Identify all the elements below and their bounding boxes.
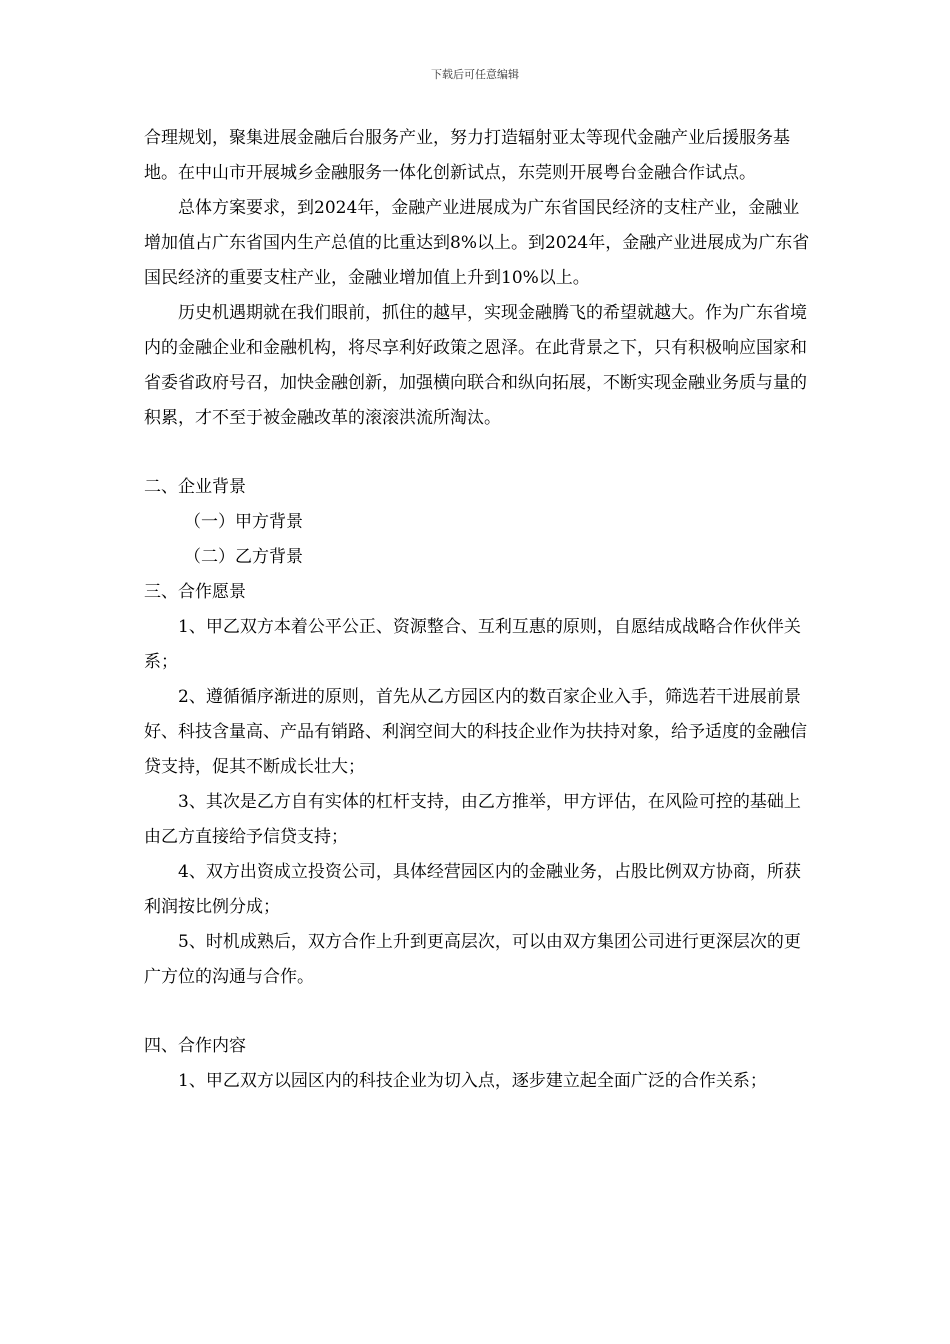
list-item: 1、甲乙双方以园区内的科技企业为切入点，逐步建立起全面广泛的合作关系；: [178, 1071, 767, 1091]
page-header: 下载后可任意编辑: [431, 68, 519, 81]
subheading-party-a-background: （一）甲方背景: [184, 512, 303, 532]
list-item: 2、遵循循序渐进的原则，首先从乙方园区内的数百家企业入手，筛选若干进展前景好、科技含量高、产品有销路、利润空间大的科技企业作为扶持对象，给予适度的金融信贷支持，促其不断成长壮大；: [144, 687, 807, 777]
paragraph-continued: 合理规划，聚集进展金融后台服务产业，努力打造辐射亚太等现代金融产业后援服务基地。在中山市开展城乡金融服务一体化创新试点，东莞则开展粤台金融合作试点。: [144, 128, 790, 183]
paragraph-opportunity: 历史机遇期就在我们眼前，抓住的越早，实现金融腾飞的希望就越大。作为广东省境内的金融企业和金融机构，将尽享利好政策之恩泽。在此背景之下，只有积极响应国家和省委省政府号召，加快金融创新，加强横向联合和纵向拓展，不断实现金融业务质与量的积累，才不至于被金融改革的滚滚洪流所淘汰。: [144, 303, 807, 428]
list-item: 3、其次是乙方自有实体的杠杆支持，由乙方推举，甲方评估，在风险可控的基础上由乙方直接给予信贷支持；: [144, 792, 801, 847]
list-item: 4、双方出资成立投资公司，具体经营园区内的金融业务，占股比例双方协商，所获利润按比例分成；: [144, 862, 801, 917]
list-item: 1、甲乙双方本着公平公正、资源整合、互利互惠的原则，自愿结成战略合作伙伴关系；: [144, 617, 801, 672]
subheading-party-b-background: （二）乙方背景: [184, 547, 303, 567]
section-heading-cooperation-content: 四、合作内容: [144, 1036, 246, 1056]
list-item: 5、时机成熟后，双方合作上升到更高层次，可以由双方集团公司进行更深层次的更广方位的沟通与合作。: [144, 932, 801, 987]
section-heading-enterprise-background: 二、企业背景: [144, 477, 246, 497]
paragraph-plan-requirements: 总体方案要求，到2024年，金融产业进展成为广东省国民经济的支柱产业，金融业增加值占广东省国内生产总值的比重达到8%以上。到2024年，金融产业进展成为广东省国民经济的重要支柱产业，金融业增加值上升到10%以上。: [144, 198, 810, 288]
document-body: [144, 121, 810, 1099]
section-heading-cooperation-vision: 三、合作愿景: [144, 582, 246, 602]
